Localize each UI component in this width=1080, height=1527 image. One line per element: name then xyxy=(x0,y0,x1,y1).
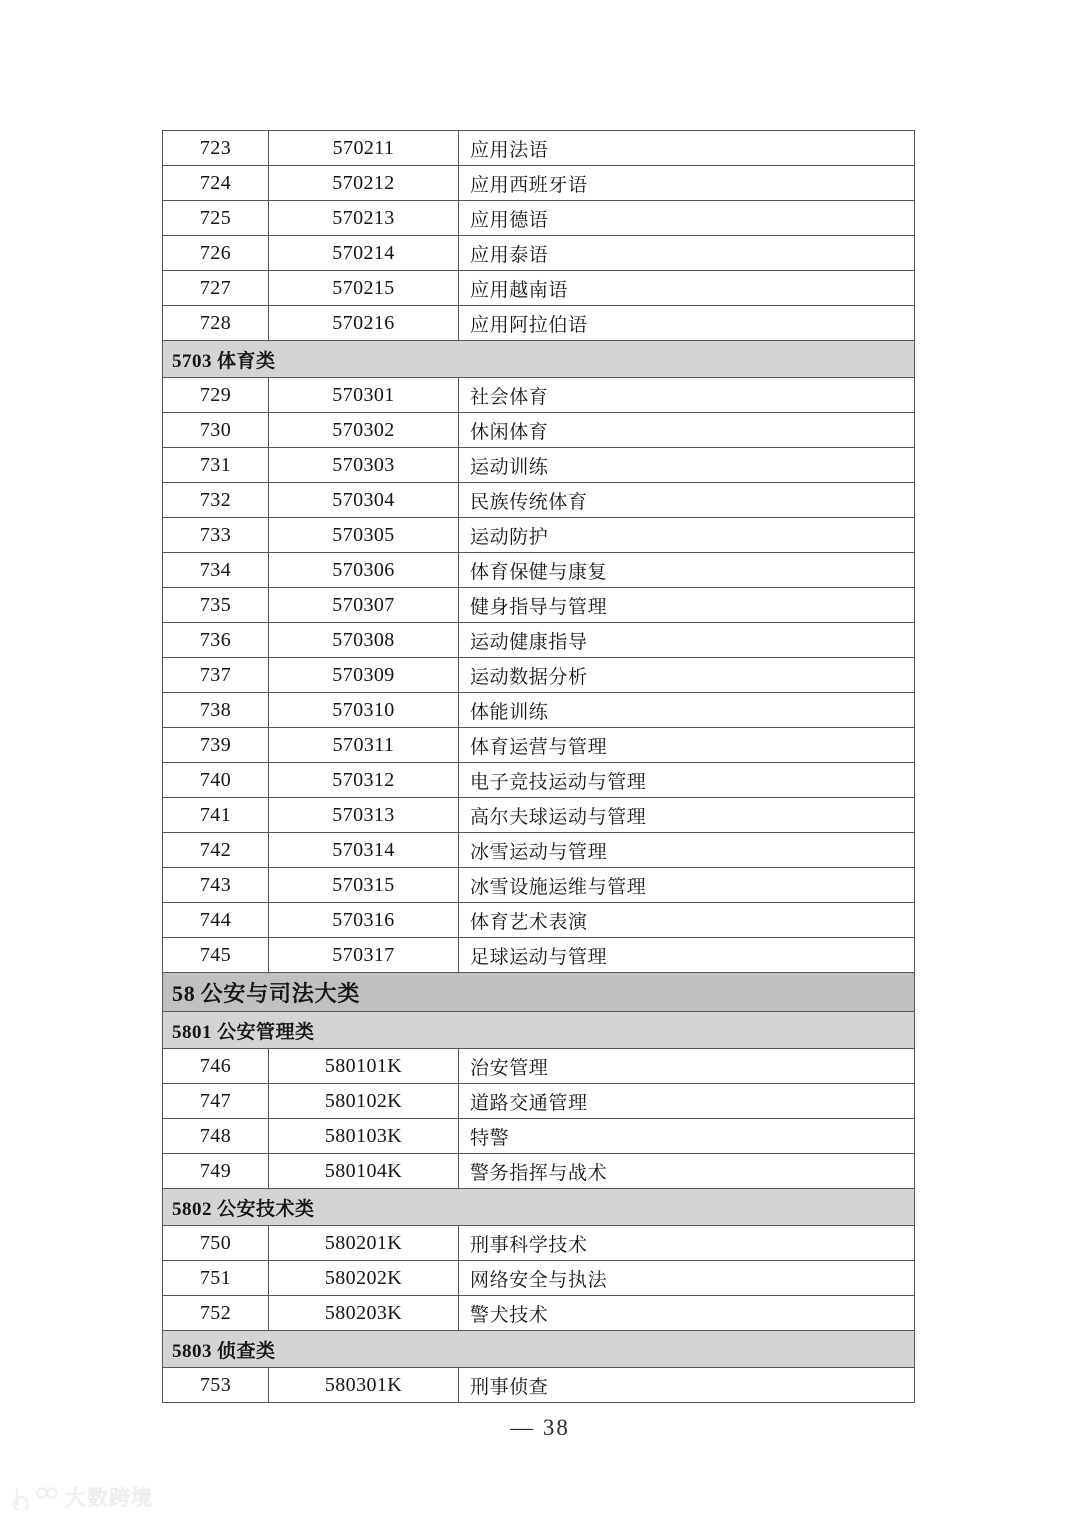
table-row xyxy=(163,518,915,553)
row-major-code: 570312 xyxy=(269,763,459,798)
subcategory-header-row xyxy=(163,1189,915,1226)
row-sequence: 724 xyxy=(163,166,269,201)
row-sequence: 745 xyxy=(163,938,269,973)
row-sequence: 741 xyxy=(163,798,269,833)
row-major-code: 570301 xyxy=(269,378,459,413)
row-sequence: 742 xyxy=(163,833,269,868)
row-major-name: 电子竞技运动与管理 xyxy=(459,763,915,798)
row-sequence: 750 xyxy=(163,1226,269,1261)
table-row xyxy=(163,588,915,623)
row-major-name: 运动防护 xyxy=(459,518,915,553)
table-row xyxy=(163,623,915,658)
row-major-code: 570214 xyxy=(269,236,459,271)
row-sequence: 726 xyxy=(163,236,269,271)
row-major-code: 570308 xyxy=(269,623,459,658)
row-major-name: 运动训练 xyxy=(459,448,915,483)
row-major-name: 社会体育 xyxy=(459,378,915,413)
row-major-name: 体能训练 xyxy=(459,693,915,728)
subcategory-header-row xyxy=(163,1331,915,1368)
row-sequence: 727 xyxy=(163,271,269,306)
table-row xyxy=(163,236,915,271)
table-row xyxy=(163,1226,915,1261)
table-row xyxy=(163,693,915,728)
row-major-name: 道路交通管理 xyxy=(459,1084,915,1119)
row-major-name: 运动健康指导 xyxy=(459,623,915,658)
row-major-code: 580301K xyxy=(269,1368,459,1403)
table-row xyxy=(163,658,915,693)
category-code: 5803 xyxy=(172,1340,212,1362)
row-sequence: 736 xyxy=(163,623,269,658)
row-major-name: 健身指导与管理 xyxy=(459,588,915,623)
row-major-code: 570316 xyxy=(269,903,459,938)
row-major-code: 570311 xyxy=(269,728,459,763)
table-row xyxy=(163,448,915,483)
row-major-name: 冰雪运动与管理 xyxy=(459,833,915,868)
category-code: 5802 xyxy=(172,1198,212,1220)
row-sequence: 731 xyxy=(163,448,269,483)
row-major-name: 冰雪设施运维与管理 xyxy=(459,868,915,903)
row-major-name: 民族传统体育 xyxy=(459,483,915,518)
table-row xyxy=(163,306,915,341)
row-sequence: 725 xyxy=(163,201,269,236)
row-major-name: 特警 xyxy=(459,1119,915,1154)
page-footer xyxy=(0,1415,1080,1441)
row-major-code: 570215 xyxy=(269,271,459,306)
row-major-name: 应用德语 xyxy=(459,201,915,236)
category-label: 公安管理类 xyxy=(217,1020,315,1043)
row-major-name: 应用越南语 xyxy=(459,271,915,306)
table-row xyxy=(163,728,915,763)
watermark xyxy=(12,1482,153,1512)
row-major-name: 高尔夫球运动与管理 xyxy=(459,798,915,833)
row-sequence: 739 xyxy=(163,728,269,763)
subcategory-header xyxy=(163,1331,915,1368)
row-major-name: 体育运营与管理 xyxy=(459,728,915,763)
category-label: 侦查类 xyxy=(217,1339,276,1362)
table-row xyxy=(163,413,915,448)
row-sequence: 746 xyxy=(163,1049,269,1084)
row-major-name: 应用法语 xyxy=(459,131,915,166)
row-major-name: 足球运动与管理 xyxy=(459,938,915,973)
category-label: 公安与司法大类 xyxy=(200,981,361,1007)
row-major-code: 570317 xyxy=(269,938,459,973)
row-sequence: 749 xyxy=(163,1154,269,1189)
row-major-code: 580202K xyxy=(269,1261,459,1296)
subcategory-header-row xyxy=(163,341,915,378)
row-major-name: 休闲体育 xyxy=(459,413,915,448)
row-major-code: 570216 xyxy=(269,306,459,341)
row-major-code: 570304 xyxy=(269,483,459,518)
table-row xyxy=(163,1154,915,1189)
row-sequence: 735 xyxy=(163,588,269,623)
table-row xyxy=(163,903,915,938)
row-major-code: 570314 xyxy=(269,833,459,868)
row-major-name: 运动数据分析 xyxy=(459,658,915,693)
table-body xyxy=(163,131,915,1403)
page-number: — 38 xyxy=(510,1415,570,1440)
row-sequence: 734 xyxy=(163,553,269,588)
row-major-code: 570212 xyxy=(269,166,459,201)
table-row xyxy=(163,553,915,588)
table-row xyxy=(163,201,915,236)
row-major-code: 570315 xyxy=(269,868,459,903)
table-row xyxy=(163,833,915,868)
table-row xyxy=(163,763,915,798)
row-sequence: 733 xyxy=(163,518,269,553)
row-sequence: 740 xyxy=(163,763,269,798)
table-row xyxy=(163,1261,915,1296)
category-code: 5703 xyxy=(172,350,212,372)
row-major-code: 570302 xyxy=(269,413,459,448)
subcategory-header xyxy=(163,1012,915,1049)
table-row xyxy=(163,798,915,833)
watermark-text: 大数跨境 xyxy=(65,1486,153,1510)
row-sequence: 723 xyxy=(163,131,269,166)
row-major-code: 580203K xyxy=(269,1296,459,1331)
table-row xyxy=(163,938,915,973)
subcategory-header xyxy=(163,1189,915,1226)
subcategory-header-row xyxy=(163,1012,915,1049)
row-sequence: 753 xyxy=(163,1368,269,1403)
row-major-name: 刑事侦查 xyxy=(459,1368,915,1403)
table-row xyxy=(163,1368,915,1403)
table-row xyxy=(163,1049,915,1084)
table-row xyxy=(163,1084,915,1119)
row-major-name: 警犬技术 xyxy=(459,1296,915,1331)
row-major-code: 570309 xyxy=(269,658,459,693)
table-row xyxy=(163,868,915,903)
row-major-code: 570213 xyxy=(269,201,459,236)
row-major-code: 580101K xyxy=(269,1049,459,1084)
row-major-code: 570303 xyxy=(269,448,459,483)
table-row xyxy=(163,166,915,201)
row-major-code: 570306 xyxy=(269,553,459,588)
category-code: 58 xyxy=(172,980,196,1006)
row-major-code: 580103K xyxy=(269,1119,459,1154)
row-sequence: 752 xyxy=(163,1296,269,1331)
row-sequence: 732 xyxy=(163,483,269,518)
table-row xyxy=(163,1296,915,1331)
table-row xyxy=(163,271,915,306)
table-row xyxy=(163,483,915,518)
row-sequence: 748 xyxy=(163,1119,269,1154)
row-sequence: 738 xyxy=(163,693,269,728)
category-label: 体育类 xyxy=(217,349,276,372)
major-category-header xyxy=(163,973,915,1012)
row-major-name: 网络安全与执法 xyxy=(459,1261,915,1296)
category-label: 公安技术类 xyxy=(217,1197,315,1220)
row-major-code: 570310 xyxy=(269,693,459,728)
row-sequence: 728 xyxy=(163,306,269,341)
dashukuajing-logo-icon xyxy=(12,1484,58,1510)
major-category-header-row xyxy=(163,973,915,1012)
row-major-name: 体育艺术表演 xyxy=(459,903,915,938)
row-major-name: 体育保健与康复 xyxy=(459,553,915,588)
row-major-code: 580104K xyxy=(269,1154,459,1189)
table-row xyxy=(163,1119,915,1154)
table-row xyxy=(163,378,915,413)
subcategory-header xyxy=(163,341,915,378)
row-major-code: 570211 xyxy=(269,131,459,166)
table-row xyxy=(163,131,915,166)
row-sequence: 743 xyxy=(163,868,269,903)
row-major-code: 570305 xyxy=(269,518,459,553)
row-major-name: 治安管理 xyxy=(459,1049,915,1084)
row-sequence: 737 xyxy=(163,658,269,693)
row-major-name: 应用泰语 xyxy=(459,236,915,271)
major-catalog-table xyxy=(162,130,915,1403)
row-major-name: 应用阿拉伯语 xyxy=(459,306,915,341)
row-sequence: 730 xyxy=(163,413,269,448)
row-sequence: 747 xyxy=(163,1084,269,1119)
row-major-code: 570313 xyxy=(269,798,459,833)
row-major-code: 580201K xyxy=(269,1226,459,1261)
row-major-name: 应用西班牙语 xyxy=(459,166,915,201)
row-major-name: 刑事科学技术 xyxy=(459,1226,915,1261)
row-sequence: 729 xyxy=(163,378,269,413)
row-sequence: 744 xyxy=(163,903,269,938)
row-sequence: 751 xyxy=(163,1261,269,1296)
row-major-name: 警务指挥与战术 xyxy=(459,1154,915,1189)
row-major-code: 580102K xyxy=(269,1084,459,1119)
row-major-code: 570307 xyxy=(269,588,459,623)
category-code: 5801 xyxy=(172,1021,212,1043)
